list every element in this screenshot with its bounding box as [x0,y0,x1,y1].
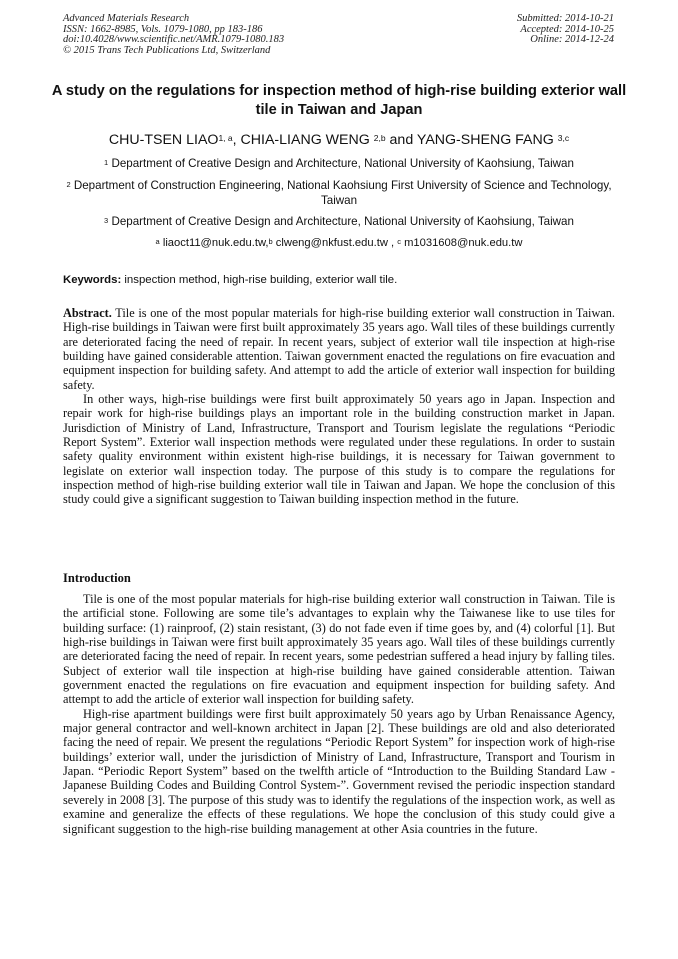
issn-line: ISSN: 1662-8985, Vols. 1079-1080, pp 183-186 [63,23,263,35]
journal-name: Advanced Materials Research [63,13,190,24]
affiliation-superscript: 2 [66,180,71,189]
abstract-paragraph [63,306,615,392]
accepted-date: Accepted: 2014-10-25 [520,23,614,35]
doi-line: doi:10.4028/www.scientific.net/AMR.1079-1080.183 [63,34,285,46]
keywords-label: Keywords: [63,274,122,286]
introduction-section [63,592,615,836]
email-list [60,236,618,251]
online-date: Online: 2014-12-24 [530,34,614,46]
affiliation-text: Department of Creative Design and Architecture, National University of Kaohsiung, Taiwan [111,157,574,170]
email-superscript: a [155,237,160,246]
journal-header-left [63,14,284,56]
affiliation-superscript: 1 [104,158,109,167]
author-name: YANG-SHENG FANG [416,132,554,148]
abstract-text: Tile is one of the most popular materials for high-rise building exterior wall construction in Taiwan. High-rise buildings in Taiwan were first built approximately 35 years ago. Wall tiles of these buildings currently are deteriorated facing the need of repair. In recent years, subject of exterior wall tile inspection at high-rise building have gained considerable attention. Taiwan government enacted the regulations on fire evacuation and equipment inspection for building safety. And attempt to add the article of exterior wall inspection for building safety. [63,306,616,392]
author-name: CHU-TSEN LIAO [108,132,219,148]
abstract-paragraph: In other ways, high-rise buildings were first built approximately 50 years ago in Japan. Inspection and repair work for high-rise buildings plays an important role in the building construction market in Japan. Jurisdiction of Ministry of Land, Infrastructure, Transport and Tourism legislate the regulations “Periodic Report System”. Exterior wall inspection methods were regulated under these regulations. In order to sustain safety quality environment within existent high-rise buildings, it is necessary for Taiwan government to legislate on exterior wall inspection today. The purpose of this study is to compare the regulations for inspection method of high-rise building exterior wall tile in Taiwan and Japan. We hope the conclusion of this study could give a significant suggestion to Taiwan building inspection method in the future. [63,392,615,507]
keywords-text: inspection method, high-rise building, exterior wall tile. [124,274,398,286]
email-superscript: b [268,237,273,246]
abstract-section [63,306,615,507]
keywords [63,273,623,287]
abstract-label: Abstract. [63,306,112,320]
email-address[interactable]: liaoct11@nuk.edu.tw, [162,237,269,249]
author-list [0,131,678,149]
introduction-paragraph: Tile is one of the most popular materials for high-rise building exterior wall construction in Taiwan. Tile is the artificial stone. Following are some tile’s advantages to explain why the Taiwanese like to use tiles for building surface: (1) rainproof, (2) stain resistant, (3) do not fade even if time goes by, and (4) colorful [1]. But high-rise buildings in Taiwan were first built approximately 35 years ago. Wall tiles of these buildings currently are deteriorated facing the need of repair. In recent years, some pedestrian suffered a head injury by falling tiles. Subject of exterior wall tile inspection at high-rise building have gained considerable attention. Taiwan government enacted the regulations on fire evacuation and equipment inspection for building safety. And attempt to add the article of exterior wall inspection for building safety. [63,592,615,707]
author-superscript: 1, a [218,133,233,143]
author-separator: and [385,132,417,148]
paper-title: A study on the regulations for inspection method of high-rise building exterior wall tile in Taiwan and Japan [51,83,627,118]
author-superscript: 3,c [557,133,570,143]
submitted-date: Submitted: 2014-10-21 [516,13,614,24]
introduction-heading: Introduction [63,571,131,585]
affiliation-superscript: 3 [104,216,109,225]
copyright-line: © 2015 Trans Tech Publications Ltd, Switzerland [63,44,271,56]
affiliation-2 [60,179,618,208]
author-separator: , [232,132,241,148]
author-superscript: 2,b [373,133,386,143]
introduction-paragraph: High-rise apartment buildings were first built approximately 50 years ago by Urban Renaissance Agency, major general contractor and well-known architect in Japan [2]. These buildings are old and also deteriorated facing the need of repair. We present the regulations “Periodic Report System” for inspection work of high-rise buildings’ exterior wall, under the jurisdiction of Ministry of Land, Infrastructure, Transport and Tourism in Japan. “Periodic Report System” based on the twelfth article of “Introduction to the Building Standard Law - Japanese Building Codes and Building Control System-”. Government revised the periodic inspection standard severely in 2008 [3]. The purpose of this study was to identify the regulations of the inspection work, as well as examine and generalize the effects of these regulations. We hope the conclusion of this study could give a significant suggestion to the high-rise building management at other Asia countries in the future. [63,706,615,836]
affiliation-1 [60,157,618,172]
email-address[interactable]: clweng@nkfust.edu.tw , [275,237,395,249]
affiliation-text: Department of Construction Engineering, National Kaohsiung First University of Science and Technology, Taiwan [73,179,612,207]
journal-header-right [517,14,614,46]
affiliation-3 [60,215,618,230]
affiliation-text: Department of Creative Design and Architecture, National University of Kaohsiung, Taiwan [111,215,574,228]
email-address[interactable]: m1031608@nuk.edu.tw [404,237,523,249]
email-superscript: c [397,237,401,246]
author-name: CHIA-LIANG WENG [240,132,370,148]
